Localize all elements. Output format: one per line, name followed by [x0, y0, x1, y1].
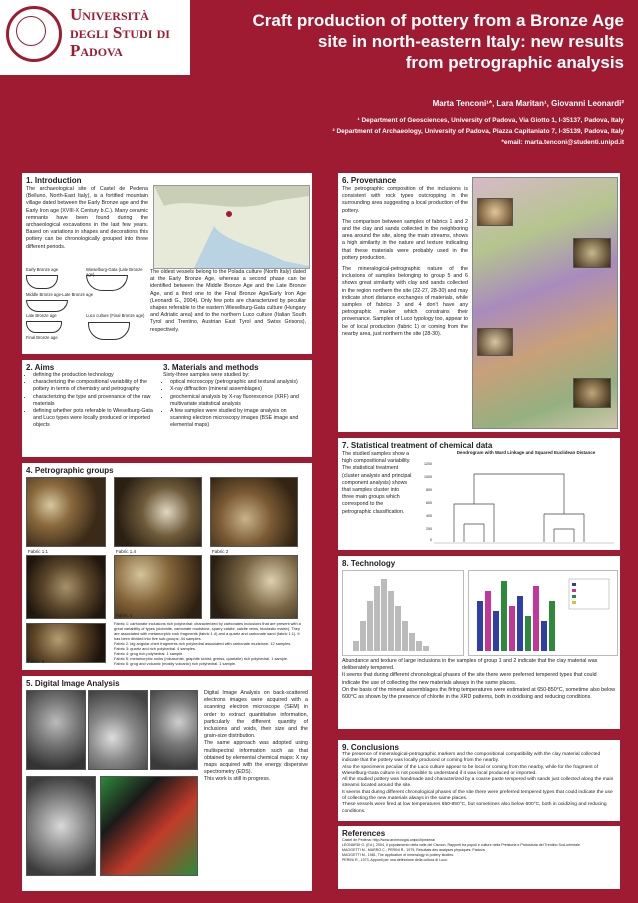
- aims-item: • characterizing the compositional variability of the pottery in terms of chemistry and petrography: [33, 379, 161, 393]
- university-name: Università degli Studi di Padova: [70, 5, 170, 60]
- fabric-label: Fabric 2: [212, 549, 229, 554]
- period-label: Wieselburg-Gata (Late Bronze age): [86, 267, 143, 278]
- aims-list: [26, 372, 161, 430]
- chart-title: Dendrogram with Ward Linkage and Squared Euclidean Distance: [456, 450, 596, 455]
- technology-text: [342, 658, 616, 701]
- x-ray-map: [100, 776, 198, 876]
- conclusions-text: [342, 752, 616, 815]
- aims-item: • defining the production technology: [33, 372, 161, 379]
- image-analysis-panel: [22, 676, 312, 891]
- y-tick: 1000: [424, 475, 432, 479]
- histogram-bars: [343, 571, 463, 655]
- bse-image: [88, 690, 148, 770]
- y-tick: 200: [426, 527, 432, 531]
- fabric-photo: [26, 623, 106, 663]
- y-tick: 1200: [424, 462, 432, 466]
- fabric-label: Fabric 5: [212, 613, 229, 618]
- geological-map: [472, 177, 618, 429]
- petrographic-panel: [22, 463, 312, 670]
- technology-heading: 8. Technology: [342, 559, 396, 568]
- reference-item: LEONARDI G. (Ed.), 2004, Il popolamento della valle del Cismon, Rapporti tra popoli e culture nella Preistoria e Protostoria del Trentino Sud-orientale.: [342, 843, 581, 847]
- fabric-photo: [210, 477, 298, 547]
- provenance-text: [342, 186, 468, 338]
- technology-paragraph: On the basis of the mineral assemblages the firing temperatures were estimated at 650-850°C, sometime also below 600°C as shown by the presence of chlorite in the XRD patterns, both in oxidising and reducing conditions.: [342, 686, 615, 701]
- period-label: Luco culture (Final Bronze age): [86, 313, 145, 318]
- bse-image: [26, 776, 96, 876]
- dendrogram-chart: [416, 450, 616, 546]
- fabric-legend-item: Fabric 1: carbonate inclusions rich polyhedral: characterized by carbonates inclusions that are present with a great variability of types (dolomite, carbonate mudstone, sparry calcite, calcite veins, bioclastic matrix). They are associated with metamorphic rock fragments (fabric 1.4) and a quartz and carbonate sand (fabric 1.1). It has been divided into five sub-groups; 44 samples.: [114, 621, 301, 641]
- aims-item: • characterizing the type and provenance of the raw materials: [33, 394, 161, 408]
- conclusions-panel: [338, 740, 620, 821]
- pot-drawing: [26, 300, 68, 312]
- image-analysis-heading: 5. Digital Image Analysis: [26, 679, 120, 688]
- introduction-heading: 1. Introduction: [26, 176, 82, 185]
- provenance-paragraph: The mineralogical-petrographic nature of the inclusions of samples belonging to group 5 and 6 shows great similarity with clay and sands collected in the region northern the site (22-27, 28-30) and may indicate short distance exchanges of materials, while samples of fabrics 3 and 4 don't have any petrographic marker which constrains their provenance. Samples of Luco typology too, appear to be of local production (fabric 1) or coming from the nearby area, just northern the site (28-30).: [342, 266, 468, 337]
- reference-item: PERINI R., 1973, Appunti per una definizione della cultura di Luco.: [342, 858, 448, 862]
- conclusions-paragraph: Also the specimens peculiar of the Luco culture appear to be local or coming from the nearby, while for the fragment of Wieselburg-Gata culture is not possible to understand if it was local produced or imported.: [342, 764, 598, 776]
- authors: Marta Tenconi¹*, Lara Maritan¹, Giovanni Leonardi²: [432, 99, 624, 108]
- thin-section-inset: [477, 328, 513, 356]
- affiliation-2: ² Department of Archaeology, University of Padova, Piazza Capitaniato 7, I-35139, Padova, Italy: [332, 128, 624, 135]
- histogram-chart: [342, 570, 464, 656]
- statistics-panel: [338, 438, 620, 550]
- conclusions-paragraph: The presence of mineralogical-petrographic markers and the compositional compatibility with the clay material collected indicate that the pottery was locally produced or coming from the nearby.: [342, 752, 601, 764]
- materials-item: • geochemical analysis by X-ray fluorescence (XRF) and multivariate statistical analysis: [170, 394, 308, 408]
- image-analysis-paragraph: The same approach was adopted using multispectral information such as that obtained by elemental chemical maps: X ray maps acquired with the energy dispersive spectrometry (EDS).: [204, 740, 308, 776]
- title-line-1: Craft production of pottery from a Bronze Age: [252, 11, 624, 30]
- period-label: Middle Bronze age-Late Bronze age: [26, 292, 94, 297]
- materials-item: • optical microscopy (petrographic and textural analysis): [170, 379, 308, 386]
- image-analysis-text: [204, 690, 308, 784]
- reference-item: Castel de Pedena: http://www.archeologia.unipd.it/pedena/: [342, 838, 436, 842]
- contact-email: *email: marta.tenconi@studenti.unipd.it: [501, 139, 624, 146]
- affiliation-1: ¹ Department of Geosciences, University of Padova, Via Giotto 1, I-35137, Padova, Italy: [357, 117, 624, 124]
- technology-paragraph: Abundance and texture of large inclusions in the samples of group 1 and 2 indicate that the clay material was deliberately tempered.: [342, 658, 598, 672]
- conclusions-heading: 9. Conclusions: [342, 743, 399, 752]
- fabric-legend: [114, 621, 306, 666]
- references-heading: References: [342, 829, 386, 838]
- thin-section-inset: [573, 378, 611, 408]
- aims-column: [26, 363, 161, 430]
- provenance-paragraph: The comparison between samples of fabrics 1 and 2 and the clay and sands collected in the neighboring area around the site, along the main streams, shows a high similarity in the nature and texture indicating that these materials were probably used in the pottery production.: [342, 218, 468, 261]
- provenance-heading: 6. Provenance: [342, 176, 397, 185]
- introduction-panel: [22, 173, 312, 354]
- pot-drawing: [26, 321, 62, 333]
- pot-drawing: [88, 322, 130, 340]
- materials-heading: 3. Materials and methods: [163, 363, 259, 372]
- image-analysis-paragraph: This work is still in progress.: [204, 776, 271, 783]
- technology-panel: [338, 556, 620, 729]
- thin-section-inset: [477, 198, 513, 226]
- fabric-label: Fabric 1.1: [28, 549, 49, 554]
- fabric-legend-item: Fabric 5: metamorphic rocks (micaschist, graphite schist, gneiss, quartzite) rich polyhedral. 1 sample.: [114, 656, 289, 661]
- materials-list: [163, 379, 308, 429]
- aims-item: • defining whether pots referable to Wieselburg-Gata and Luco types were locally produced or imported objects: [33, 408, 161, 430]
- affiliations: [64, 115, 624, 148]
- university-logo: [0, 0, 190, 75]
- petrographic-heading: 4. Petrographic groups: [26, 466, 114, 475]
- fabric-legend-item: Fabric 2: big angular chert fragments rich polyhedral associated with carbonate mudstone. 12 samples.: [114, 641, 292, 646]
- fabric-legend-item: Fabric 4: grog rich polyhedral. 1 sample.: [114, 651, 184, 656]
- introduction-text: The archaeological site of Castel de Pedena (Belluno, North-East Italy), is a fortified mountain village dated between the Early Bronze age and the Early Iron age (XVIII-X Century b.C.). Many ceramic remnants have been found during the archaeological excavations in the last few years. Based on variations in shapes and decorations this pottery can be chronologically grouped into three different periods.: [26, 186, 148, 250]
- site-map: [153, 185, 310, 269]
- fabric-photo: [210, 555, 298, 619]
- materials-item: • X-ray diffraction (mineral assemblages): [170, 386, 308, 393]
- stacked-bar-chart: [468, 570, 618, 656]
- fabric-label: Fabric 6: [28, 659, 45, 664]
- fabric-label: Fabric 4: [116, 613, 133, 618]
- university-seal-inner: [16, 16, 46, 46]
- poster-title: [224, 10, 624, 73]
- fabric-photo: [26, 555, 106, 619]
- y-tick: 0: [430, 538, 432, 542]
- references-list: [342, 838, 616, 863]
- provenance-panel: [338, 173, 620, 432]
- fabric-photo: [114, 477, 202, 547]
- provenance-paragraph: The petrographic composition of the inclusions is consistent with rock types outcropping in the surrounding area suggesting a local production of the pottery.: [342, 186, 468, 214]
- aims-panel: [22, 360, 312, 457]
- fabric-legend-item: Fabric 6: grog and volcanic (mostly volcanic) rich polyhedral. 1 sample.: [114, 661, 237, 666]
- statistics-heading: 7. Statistical treatment of chemical data: [342, 441, 493, 450]
- materials-item: • A few samples were studied by image analysis on scanning electron microscopy images (BSE image and elemental maps): [170, 408, 308, 430]
- y-tick: 600: [426, 501, 432, 505]
- conclusions-paragraph: These vessels were fired at low temperatures 650-850°C, but sometimes also below 600°C, both in oxidizing and reducing conditions.: [342, 802, 607, 814]
- pottery-drawings: [26, 267, 148, 349]
- introduction-caption: The oldest vessels belong to the Polada culture (North Italy) dated at the Early Bronze Age, whereas a second phase can be identified between the Middle Bronze Age and the Late Bronze Age, and a third one to the Final Bronze Age/Early Iron Age (Leonardi G., 2004). Only few pots are characterized by peculiar shapes referable to the eastern Wieselburg-Gata culture (Hungary and Adriatic area) and to the northern Luco culture (Italian South Tyrol and Trentino, Austrian East Tyrol and Swiss Grisons), respectively.: [150, 269, 306, 333]
- bse-image: [26, 690, 86, 770]
- period-label: Final Bronze age: [26, 335, 58, 340]
- aims-heading: 2. Aims: [26, 363, 55, 372]
- title-line-3: from petrographic analysis: [405, 53, 624, 72]
- y-tick: 800: [426, 488, 432, 492]
- period-label: Late Bronze age: [26, 313, 57, 318]
- dendrogram-lines: [434, 464, 614, 544]
- stacked-bars: [469, 571, 617, 655]
- statistics-text: The studied samples show a high compositional variability. The statistical treatment (cluster analysis and principal component analysis) shows that samples cluster into three main groups which correspond to the petrographic classification.: [342, 451, 412, 515]
- materials-column: [163, 363, 308, 430]
- fabric-photo: [114, 555, 202, 619]
- conclusions-paragraph: All the studied pottery was handmade and characterized by a coarse paste tempered with sands just collected along the main streams located around the site.: [342, 777, 614, 789]
- reference-item: MAGGETTI M., MARRO C., PERINI R., 1979, Résultats des analyses physiques. Padova.: [342, 848, 486, 852]
- map-icon: [154, 186, 309, 268]
- technology-paragraph: It seems that during different chronological phases of the site there were preferred tempered types that could indicate the use of collecting the new materials always in the same places.: [342, 672, 597, 686]
- fabric-photo: [26, 477, 106, 547]
- references-panel: [338, 826, 620, 889]
- fabric-label: Fabric 3: [28, 613, 45, 618]
- pot-drawing: [86, 275, 128, 291]
- reference-item: MAGGETTI M., 1981, The application of mineralogy to pottery studies.: [342, 853, 454, 857]
- title-line-2: site in north-eastern Italy: new results: [317, 32, 624, 51]
- bse-image: [150, 690, 198, 770]
- y-axis-ticks: [418, 462, 432, 542]
- image-analysis-paragraph: Digital Image Analysis on back-scattered electrons images were acquired with a scanning electron microscope (SEM) in order to extract quantitative information, particularly the different quantity of inclusions and voids, their size and the grain-size distribution.: [204, 690, 308, 740]
- period-label: Early Bronze age: [26, 267, 59, 272]
- fabric-label: Fabric 1.4: [116, 549, 137, 554]
- thin-section-inset: [573, 238, 611, 268]
- fabric-legend-item: Fabric 3: quartz and rich polyhedral. 4 samples.: [114, 646, 196, 651]
- y-tick: 400: [426, 514, 432, 518]
- pot-drawing: [26, 275, 58, 289]
- conclusions-paragraph: It seems that during different chronological phases of the site there were preferred tempered types that could indicate the use of collecting the new materials always in the same places.: [342, 789, 613, 802]
- materials-lead: Sixty-three samples were studied by:: [163, 372, 250, 378]
